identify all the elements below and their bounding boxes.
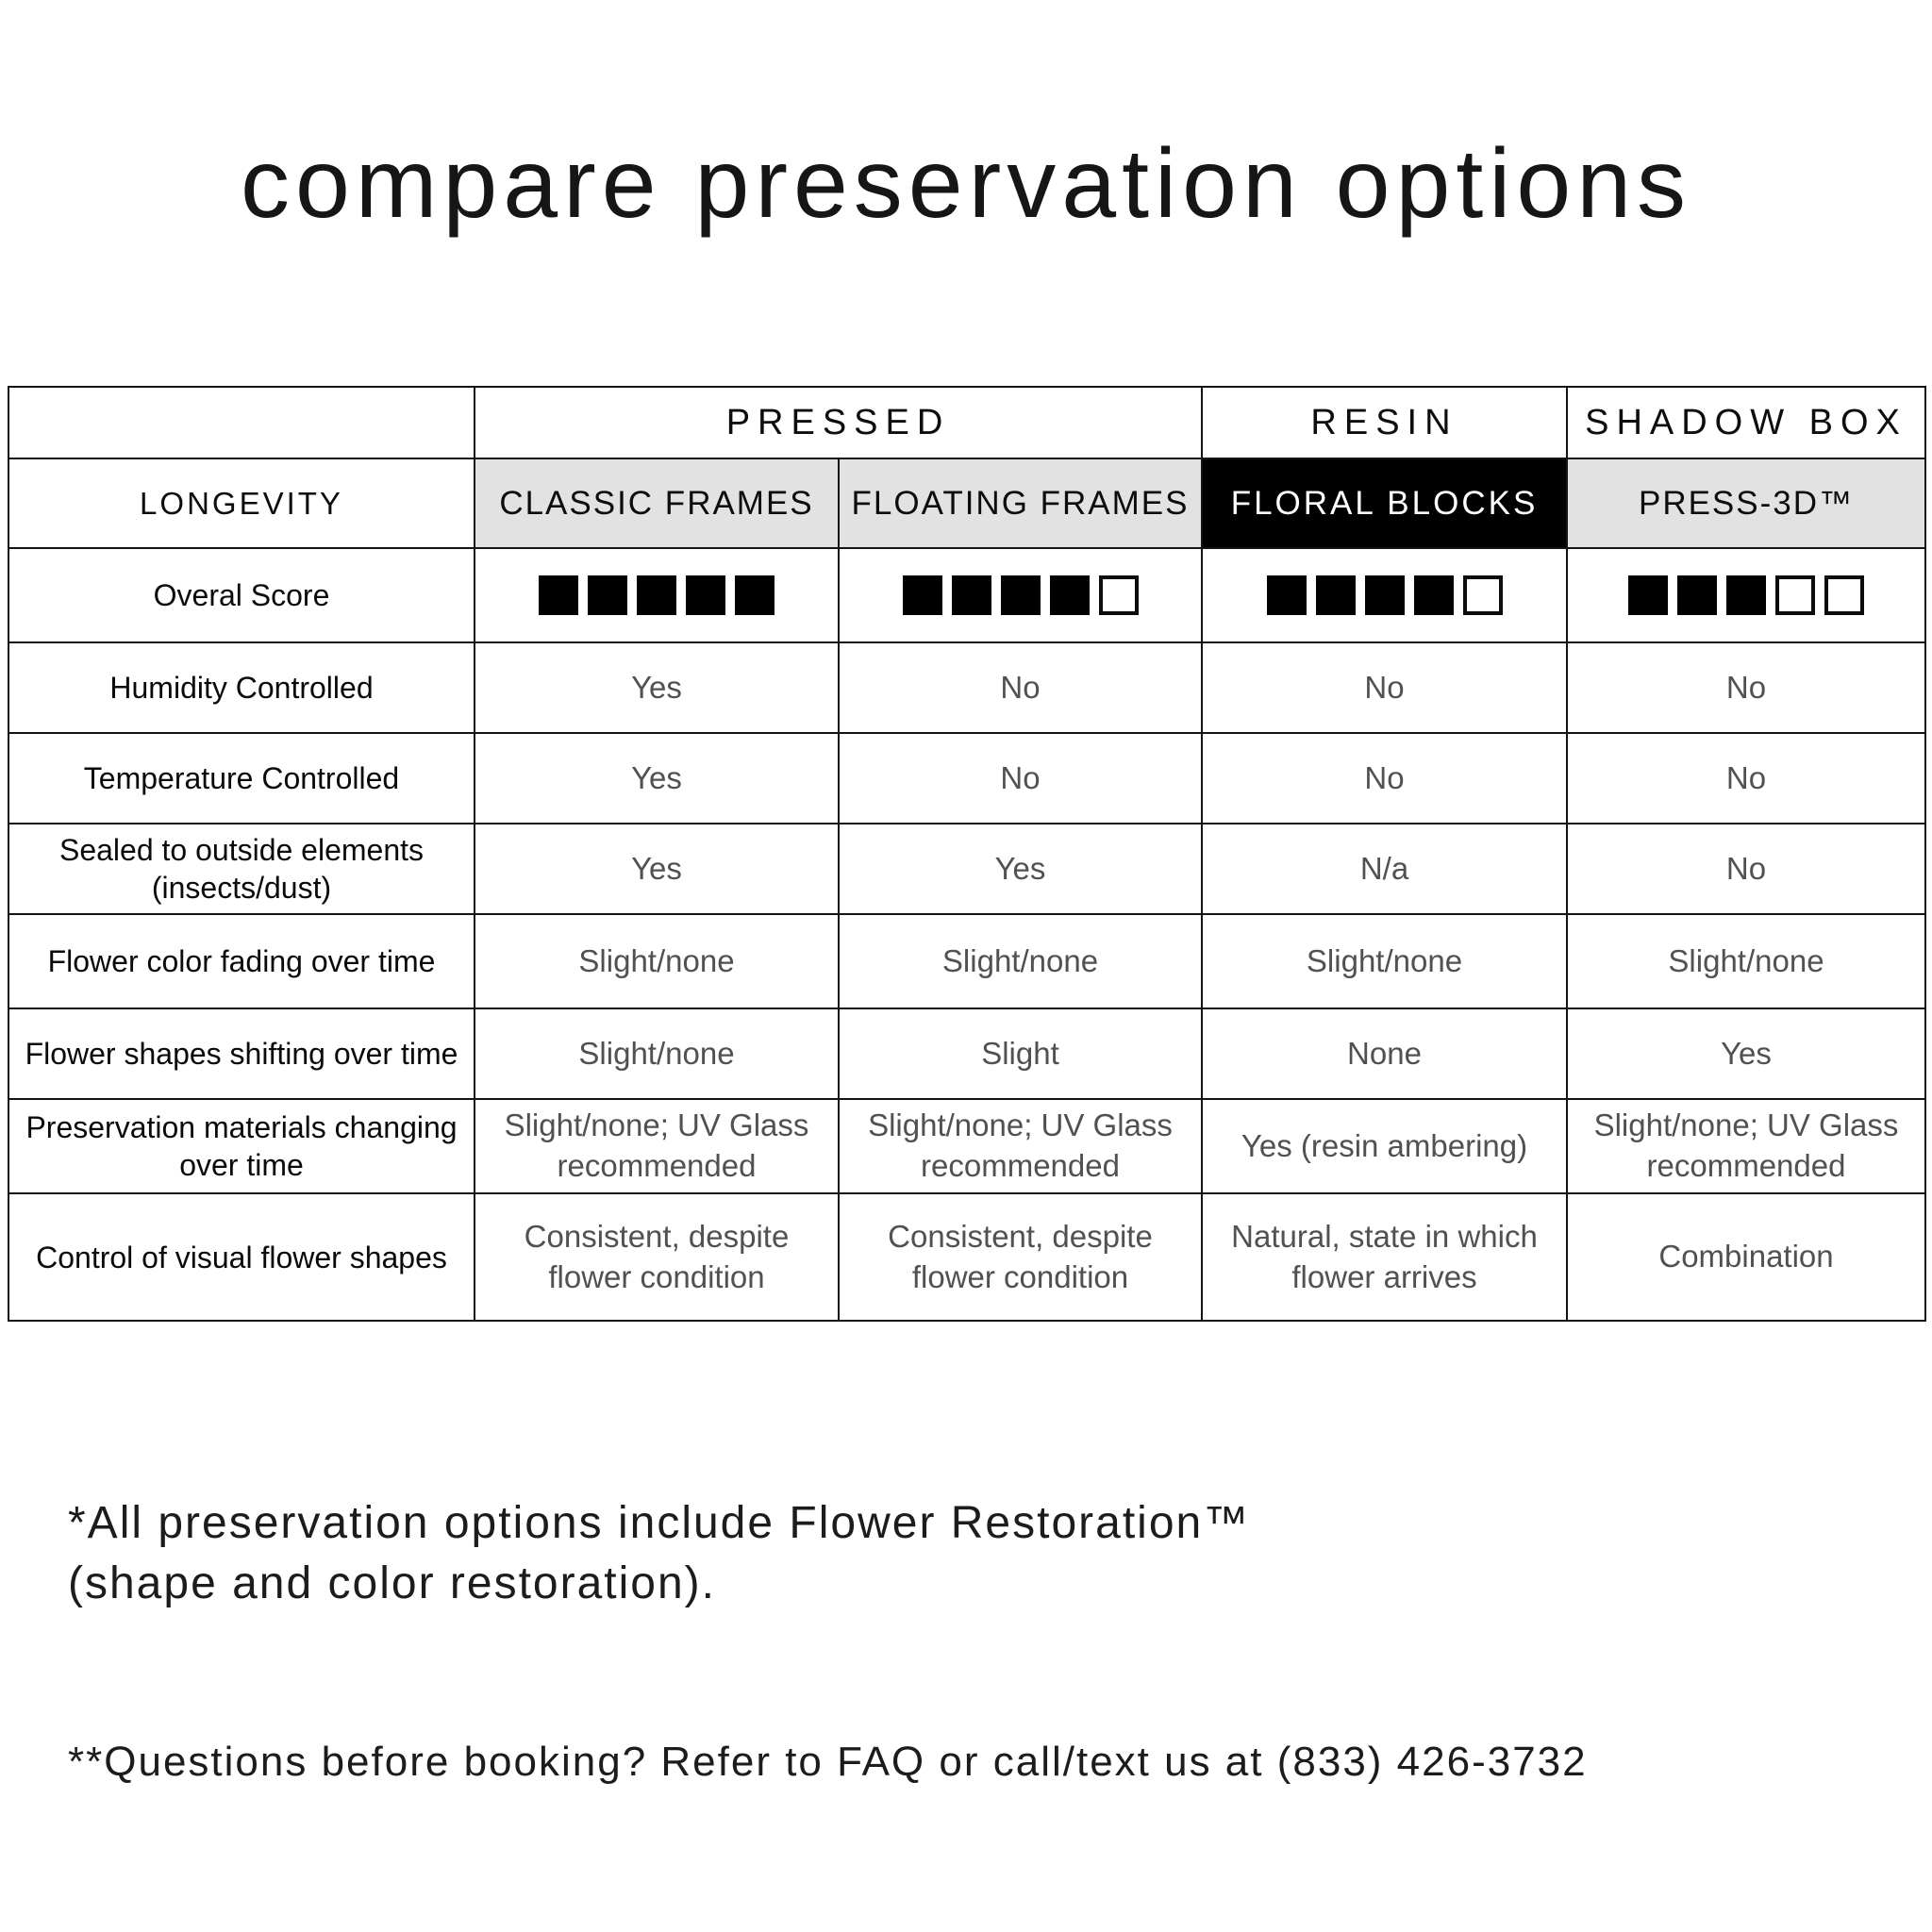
table-cell: Slight/none; UV Glass recommended [839,1099,1202,1193]
score-square-filled [1267,575,1307,615]
column-header-row [8,458,1925,548]
table-cell: N/a [1202,824,1567,914]
score-bar [1216,575,1553,615]
group-header-shadow-box: SHADOW BOX [1567,387,1925,458]
score-square-filled [903,575,942,615]
table-cell-score [475,548,839,642]
footnote-restoration-line1: *All preservation options include Flower Restoration™ [68,1498,1251,1549]
table-row-humidity [8,642,1925,733]
row-label: Temperature Controlled [8,733,475,824]
row-label: Sealed to outside elements (insects/dust) [8,824,475,914]
table-row-materials-changing [8,1099,1925,1193]
score-square-filled [588,575,627,615]
table-cell: Yes [475,642,839,733]
table-row-visual-control [8,1193,1925,1321]
table-cell: No [1567,824,1925,914]
table-row-color-fading [8,914,1925,1008]
score-square-filled [1726,575,1766,615]
group-header-resin: RESIN [1202,387,1567,458]
table-cell: Slight/none; UV Glass recommended [1567,1099,1925,1193]
table-row-sealed [8,824,1925,914]
score-square-filled [1414,575,1454,615]
table-cell: Slight/none [839,914,1202,1008]
table-cell: Slight/none [475,914,839,1008]
table-cell: Yes [839,824,1202,914]
table-cell: No [839,642,1202,733]
table-cell: Slight/none [475,1008,839,1099]
table-cell: Slight/none [1567,914,1925,1008]
score-square-empty [1099,575,1139,615]
group-header-row [8,387,1925,458]
group-header-spacer [8,387,475,458]
table-row-shapes-shifting [8,1008,1925,1099]
table-row-overall-score [8,548,1925,642]
footnote-restoration [68,1493,1932,1614]
score-square-filled [637,575,676,615]
score-square-filled [1001,575,1041,615]
score-square-filled [1677,575,1717,615]
score-square-filled [1628,575,1668,615]
score-square-empty [1824,575,1864,615]
row-label: Flower color fading over time [8,914,475,1008]
column-header-floral-blocks: FLORAL BLOCKS [1202,458,1567,548]
row-label: Preservation materials changing over time [8,1099,475,1193]
score-square-filled [1365,575,1405,615]
score-square-empty [1775,575,1815,615]
comparison-table [8,386,1926,1322]
table-cell: Natural, state in which flower arrives [1202,1193,1567,1321]
table-row-temperature [8,733,1925,824]
table-cell: No [839,733,1202,824]
column-header-longevity: LONGEVITY [8,458,475,548]
table-cell: Slight/none [1202,914,1567,1008]
footnote-restoration-line2: (shape and color restoration). [68,1558,716,1609]
table-cell-score [839,548,1202,642]
table-cell: None [1202,1008,1567,1099]
table-cell: Combination [1567,1193,1925,1321]
score-square-filled [735,575,774,615]
table-cell: Yes [475,733,839,824]
score-bar [853,575,1188,615]
table-cell: No [1202,642,1567,733]
table-cell-score [1567,548,1925,642]
table-cell-score [1202,548,1567,642]
score-bar [489,575,824,615]
table-cell: Yes [1567,1008,1925,1099]
table-cell: Slight [839,1008,1202,1099]
column-header-floating-frames: FLOATING FRAMES [839,458,1202,548]
group-header-pressed: PRESSED [475,387,1202,458]
row-label: Flower shapes shifting over time [8,1008,475,1099]
footnote-questions: **Questions before booking? Refer to FAQ or call/text us at (833) 426-3732 [68,1738,1588,1785]
score-square-filled [539,575,578,615]
table-cell: No [1567,733,1925,824]
table-cell: Yes [475,824,839,914]
footnotes [68,1493,1932,1789]
score-bar [1581,575,1911,615]
table-cell: Slight/none; UV Glass recommended [475,1099,839,1193]
table-cell: Yes (resin ambering) [1202,1099,1567,1193]
score-square-filled [1316,575,1356,615]
column-header-classic-frames: CLASSIC FRAMES [475,458,839,548]
score-square-filled [952,575,991,615]
row-label: Control of visual flower shapes [8,1193,475,1321]
score-square-filled [686,575,725,615]
table-cell: Consistent, despite flower condition [475,1193,839,1321]
page-title: compare preservation options [240,129,1692,239]
table-cell: No [1567,642,1925,733]
table-cell: No [1202,733,1567,824]
table-cell: Consistent, despite flower condition [839,1193,1202,1321]
score-square-filled [1050,575,1090,615]
row-label: Humidity Controlled [8,642,475,733]
column-header-press-3d: PRESS-3D™ [1567,458,1925,548]
row-label: Overal Score [8,548,475,642]
score-square-empty [1463,575,1503,615]
